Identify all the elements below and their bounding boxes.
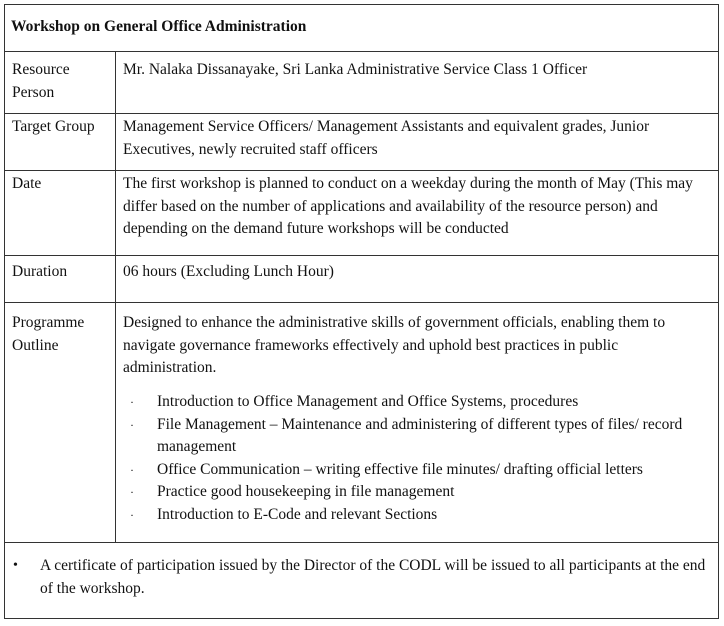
outline-list xyxy=(130,391,710,526)
label-target-group: Target Group xyxy=(12,118,95,135)
list-item: · Introduction to Office Management and Office Systems, procedures xyxy=(130,391,710,414)
list-item: · Office Communication – writing effective file minutes/ drafting official letters xyxy=(130,459,710,482)
value-duration: 06 hours (Excluding Lunch Hour) xyxy=(123,263,334,280)
label-programme-outline: Programme Outline xyxy=(12,314,85,354)
row-divider xyxy=(5,170,718,171)
row-divider xyxy=(5,113,718,114)
certificate-note-text: A certificate of participation issued by the Director of the CODL will be issued to all participants at the end of the workshop. xyxy=(40,557,706,597)
table-title: Workshop on General Office Administration xyxy=(11,18,307,35)
label-duration: Duration xyxy=(12,263,68,280)
list-item: · File Management – Maintenance and administering of different types of files/ record management xyxy=(130,415,683,455)
value-resource-person: Mr. Nalaka Dissanayake, Sri Lanka Administrative Service Class 1 Officer xyxy=(123,61,588,78)
value-programme-outline: Designed to enhance the administrative skills of government officials, enabling them to navigate governance frameworks effectively and uphold best practices in public administration. xyxy=(123,314,666,376)
list-item: · Practice good housekeeping in file management xyxy=(130,481,710,504)
bullet-icon: · xyxy=(130,395,134,409)
bullet-icon: · xyxy=(130,507,134,522)
bullet-icon: · xyxy=(130,485,134,499)
row-divider xyxy=(5,51,718,52)
row-divider xyxy=(5,302,718,303)
label-resource-person: Resource Person xyxy=(12,61,70,101)
column-divider xyxy=(115,51,116,542)
value-target-group: Management Service Officers/ Management Assistants and equivalent grades, Junior Executives, newly recruited staff officers xyxy=(123,118,650,158)
row-divider xyxy=(5,255,718,256)
bullet-icon: · xyxy=(130,417,134,432)
workshop-table xyxy=(4,4,719,619)
row-divider xyxy=(5,542,718,543)
label-date: Date xyxy=(12,175,42,192)
value-date: The first workshop is planned to conduct on a weekday during the month of May (This may differ based on the number of applications and availability of the resource person) and depending on the demand future workshops will be conducted xyxy=(123,175,693,237)
bullet-icon: · xyxy=(130,462,134,477)
list-item: · Introduction to E-Code and relevant Sections xyxy=(130,504,710,527)
bullet-icon: • xyxy=(13,558,18,573)
